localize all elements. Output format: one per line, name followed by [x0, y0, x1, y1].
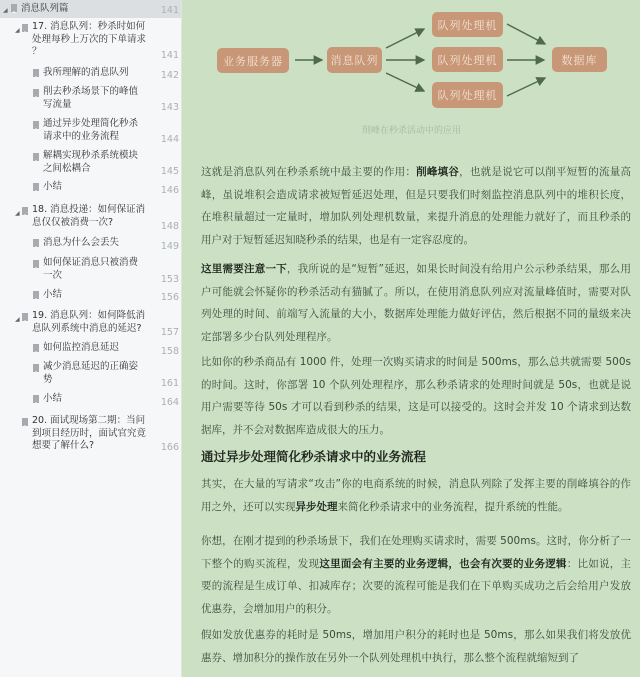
toc-item-label: 19. 消息队列：如何降低消 息队列系统中消息的延迟?	[32, 310, 146, 334]
expand-triangle-icon[interactable]: ◢	[3, 7, 8, 14]
document-page	[183, 0, 640, 677]
bookmark-icon	[33, 69, 39, 77]
toc-item-monitor-delay[interactable]	[0, 341, 182, 359]
toc-item-label: 减少消息延迟的正确姿 势	[43, 361, 139, 385]
toc-item-label: 消息队列篇	[21, 3, 69, 14]
toc-item-summary-19[interactable]	[0, 392, 182, 410]
toc-page-number: 145	[160, 166, 179, 177]
toc-page-number: 157	[160, 327, 179, 338]
toc-item-label: 解耦实现秒杀系统模块 之间松耦合	[43, 150, 139, 174]
toc-page-number: 148	[160, 221, 179, 232]
toc-page-number: 158	[160, 346, 179, 357]
toc-page-number: 141	[160, 5, 179, 16]
toc-page-number: 142	[160, 70, 179, 81]
node-queue-processor-2: 队列处理机	[432, 47, 503, 72]
bookmark-icon	[33, 121, 39, 129]
toc-item-label: 20. 面试现场第二期：当问 到项目经历时，面试官究竟 想要了解什么?	[32, 415, 147, 451]
toc-item-label: 削去秒杀场景下的峰值 写流量	[43, 86, 139, 110]
expand-triangle-icon[interactable]: ◢	[15, 27, 20, 34]
toc-item-summary-18[interactable]	[0, 288, 182, 306]
node-business-server: 业务服务器	[217, 48, 289, 73]
toc-item-label: 如何保证消息只被消费 一次	[43, 257, 139, 281]
toc-item-label: 通过异步处理简化秒杀 请求中的业务流程	[43, 118, 139, 142]
node-message-queue: 消息队列	[327, 47, 382, 73]
toc-item-my-understanding[interactable]	[0, 66, 182, 84]
toc-page-number: 166	[160, 442, 179, 453]
toc-page-number: 146	[160, 185, 179, 196]
bookmark-icon	[33, 239, 39, 247]
toc-page-number: 161	[160, 378, 179, 389]
bookmark-icon	[33, 260, 39, 268]
toc-item-chapter-20[interactable]	[0, 414, 182, 454]
expand-triangle-icon[interactable]: ◢	[15, 316, 20, 323]
bookmark-icon	[22, 207, 28, 215]
paragraph-peak-shaving: 这就是消息队列在秒杀系统中最主要的作用：削峰填谷，也就是说它可以削平短暂的流量高峰，虽说堆积会造成请求被短暂延迟处理，但是只要我们时刻监控消息队列中的堆积长度，在堆积量超过一定量时，增加队列处理机数量，来提升消息的处理能力就好了，而且秒杀的用户对于短暂延迟知晓秒杀的结果，也是有一定容忍度的。	[201, 166, 632, 246]
bookmark-icon	[33, 153, 39, 161]
peak-shaving-diagram	[183, 0, 640, 145]
toc-item-label: 小结	[43, 393, 63, 404]
paragraph-example: 比如你的秒杀商品有 1000 件，处理一次购买请求的时间是 500ms，那么总共就需要 500s 的时间。这时，你部署 10 个队列处理程序，那么秒杀请求的处理时间就是 50s，也就是说用户需要等待 50s 才可以看到秒杀的结果，这是可以接受的。这时会并发 10 个请求到达数据库，并不会对数据库造成很大的压力。	[201, 356, 631, 436]
toc-item-summary-17[interactable]	[0, 180, 182, 198]
paragraph-async-intro: 其实，在大量的写请求“攻击”你的电商系统的时候，消息队列除了发挥主要的削峰填谷的作用之外，还可以实现异步处理来简化秒杀请求中的业务流程，提升系统的性能。	[201, 478, 631, 513]
toc-item-chapter-19[interactable]	[0, 309, 182, 339]
node-database: 数据库	[552, 47, 607, 72]
node-queue-processor-1: 队列处理机	[432, 12, 503, 37]
toc-item-peak-shaving[interactable]	[0, 86, 182, 114]
toc-item-label: 我所理解的消息队列	[43, 67, 129, 78]
toc-item-label: 17. 消息队列：秒杀时如何 处理每秒上万次的下单请求 ？	[32, 21, 147, 57]
toc-item-async-processing[interactable]	[0, 117, 182, 145]
bookmark-icon	[22, 24, 28, 32]
toc-item-reduce-delay[interactable]	[0, 361, 182, 389]
toc-page-number: 156	[160, 292, 179, 303]
toc-item-label: 小结	[43, 289, 63, 300]
toc-item-decoupling[interactable]	[0, 149, 182, 177]
bookmark-icon	[33, 291, 39, 299]
toc-page-number: 153	[160, 274, 179, 285]
paragraph-coupon-points: 假如发放优惠券的耗时是 50ms，增加用户积分的耗时也是 50ms，那么如果我们将发放优惠券、增加积分的操作放在另外一个队列处理机中执行，那么整个流程就缩短到了	[201, 629, 631, 664]
bookmark-icon	[33, 183, 39, 191]
bookmark-icon	[33, 395, 39, 403]
bookmark-icon	[22, 313, 28, 321]
toc-page-number: 143	[160, 102, 179, 113]
toc-item-consume-once[interactable]	[0, 257, 182, 285]
toc-item-message-queue-part[interactable]	[0, 0, 182, 18]
expand-triangle-icon[interactable]: ◢	[15, 210, 20, 217]
toc-item-label: 如何监控消息延迟	[43, 342, 120, 353]
paragraph-main-secondary-logic: 你想，在刚才提到的秒杀场景下，我们在处理购买请求时，需要 500ms。这时，你分析了一下整个的购买流程，发现这里面会有主要的业务逻辑，也会有次要的业务逻辑：比如说，主要的流程是生成订单、扣减库存；次要的流程可能是我们在下单购买成功之后会给用户发放优惠券，会增加用户的积分。	[201, 535, 632, 615]
toc-page-number: 149	[160, 241, 179, 252]
diagram-caption: 削峰在秒杀活动中的应用	[361, 126, 461, 136]
section-title: 通过异步处理简化秒杀请求中的业务流程	[201, 449, 427, 464]
bookmark-icon	[11, 4, 17, 12]
bookmark-icon	[33, 344, 39, 352]
toc-item-label: 小结	[43, 181, 63, 192]
toc-item-chapter-18[interactable]	[0, 203, 182, 233]
bookmark-icon	[33, 89, 39, 97]
toc-item-chapter-17[interactable]	[0, 20, 182, 62]
toc-sidebar	[0, 0, 182, 677]
toc-item-label: 18. 消息投递：如何保证消 息仅仅被消费一次?	[32, 204, 146, 228]
toc-page-number: 141	[160, 50, 179, 61]
toc-item-label: 消息为什么会丢失	[43, 237, 120, 248]
paragraph-note: 这里需要注意一下，我所说的是“短暂”延迟，如果长时间没有给用户公示秒杀结果，那么用户可能就会怀疑你的秒杀活动有猫腻了。所以，在使用消息队列应对流量峰值时，需要对队列处理的时间、前端写入流量的大小，数据库处理能力做好评估，然后根据不同的量级来决定部署多少台队列处理程序。	[201, 263, 631, 343]
bookmark-icon	[22, 418, 28, 426]
toc-page-number: 164	[160, 397, 179, 408]
node-queue-processor-3: 队列处理机	[432, 82, 503, 108]
bookmark-icon	[33, 364, 39, 372]
toc-item-why-lost[interactable]	[0, 236, 182, 254]
toc-page-number: 144	[160, 134, 179, 145]
